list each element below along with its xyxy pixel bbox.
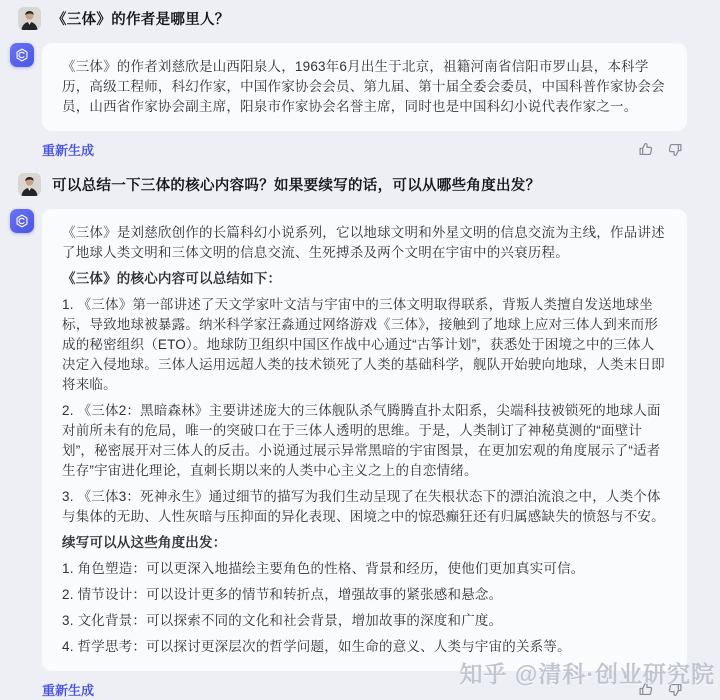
answer-actions-2	[42, 680, 687, 698]
answer-list-item: 2. 情节设计：可以设计更多的情节和转折点，增强故事的紧张感和悬念。	[62, 587, 503, 602]
regenerate-button[interactable]: 重新生成	[42, 142, 95, 158]
thumb-down-icon[interactable]	[667, 141, 684, 158]
thumb-up-icon[interactable]	[637, 681, 654, 698]
cube-logo-icon	[14, 47, 30, 63]
zhihu-watermark: 知乎 @清科·创业研究院	[459, 661, 715, 687]
assistant-answer-card-2	[42, 209, 687, 671]
feedback-buttons	[637, 681, 684, 698]
user-photo-avatar	[18, 173, 41, 196]
answer-section-heading: 续写可以从这些角度出发：	[62, 535, 227, 550]
answer-list-item: 1. 《三体》第一部讲述了天文学家叶文洁与宇宙中的三体文明取得联系，背叛人类擅自发送地球坐标，导致地球被暴露。纳米科学家汪淼通过网络游戏《三体》，接触到了地球上应对三体人到来而形成的秘密组织（ETO）。地球防卫组织中国区作战中心通过“古筝计划”，获悉处于困境之中的三体人决定入侵地球。三体人运用远超人类的技术锁死了人类的基础科学，舰队开始驶向地球，人类末日即将来临。	[62, 297, 665, 392]
answer-section-heading: 《三体》的核心内容可以总结如下：	[62, 271, 282, 286]
cube-logo-icon	[14, 213, 30, 229]
user-avatar	[18, 173, 41, 196]
thumb-down-icon[interactable]	[667, 681, 684, 698]
answer-paragraph: 《三体》的作者刘慈欣是山西阳泉人，1963年6月出生于北京，祖籍河南省信阳市罗山县，本科学历，高级工程师，科幻作家，中国作家协会会员、第九届、第十届全委会委员，中国科普作家协会会员，山西省作家协会副主席，阳泉市作家协会名誉主席，同时也是中国科幻小说代表作家之一。	[62, 59, 665, 114]
user-message-2	[18, 173, 720, 196]
user-avatar	[18, 7, 41, 30]
answer-list-item: 1. 角色塑造：可以更深入地描绘主要角色的性格、背景和经历，使他们更加真实可信。	[62, 561, 585, 576]
assistant-avatar	[10, 209, 34, 233]
user-question-1: 《三体》的作者是哪里人？	[52, 12, 230, 28]
assistant-message-2	[0, 209, 720, 671]
answer-list-item: 4. 哲学思考：可以探讨更深层次的哲学问题，如生命的意义、人类与宇宙的关系等。	[62, 639, 571, 654]
user-question-2: 可以总结一下三体的核心内容吗？如果要续写的话，可以从哪些角度出发？	[52, 178, 541, 194]
answer-list-item: 2. 《三体2：黑暗森林》主要讲述庞大的三体舰队杀气腾腾直扑太阳系，尖端科技被锁死的地球人面对前所未有的危局，唯一的突破口在于三体人透明的思维。于是，人类制订了神秘莫测的“面壁计划”，秘密展开对三体人的反击。小说通过展示异常黑暗的宇宙图景，在更加宏观的角度展示了“适者生存”宇宙进化理论，直刺长期以来的人类中心主义之上的自恋情绪。	[62, 403, 661, 478]
answer-list-item: 3. 《三体3：死神永生》通过细节的描写为我们生动呈现了在失根状态下的漂泊流浪之中，人类个体与集体的无助、人性灰暗与压抑面的异化表现、困境之中的惊恐癫狂还有归属感缺失的愤怒与不安。	[62, 489, 665, 524]
user-message-1	[18, 7, 720, 30]
feedback-buttons	[637, 141, 684, 158]
answer-paragraph: 《三体》是刘慈欣创作的长篇科幻小说系列，它以地球文明和外星文明的信息交流为主线，作品讲述了地球人类文明和三体文明的信息交流、生死搏杀及两个文明在宇宙中的兴衰历程。	[62, 225, 665, 260]
assistant-answer-card-1	[42, 43, 687, 131]
assistant-avatar	[10, 43, 34, 67]
regenerate-button[interactable]: 重新生成	[42, 682, 95, 698]
answer-actions-1	[42, 140, 687, 158]
thumb-up-icon[interactable]	[637, 141, 654, 158]
assistant-message-1	[0, 43, 720, 131]
answer-list-item: 3. 文化背景：可以探索不同的文化和社会背景，增加故事的深度和广度。	[62, 613, 503, 628]
user-photo-avatar	[18, 7, 41, 30]
